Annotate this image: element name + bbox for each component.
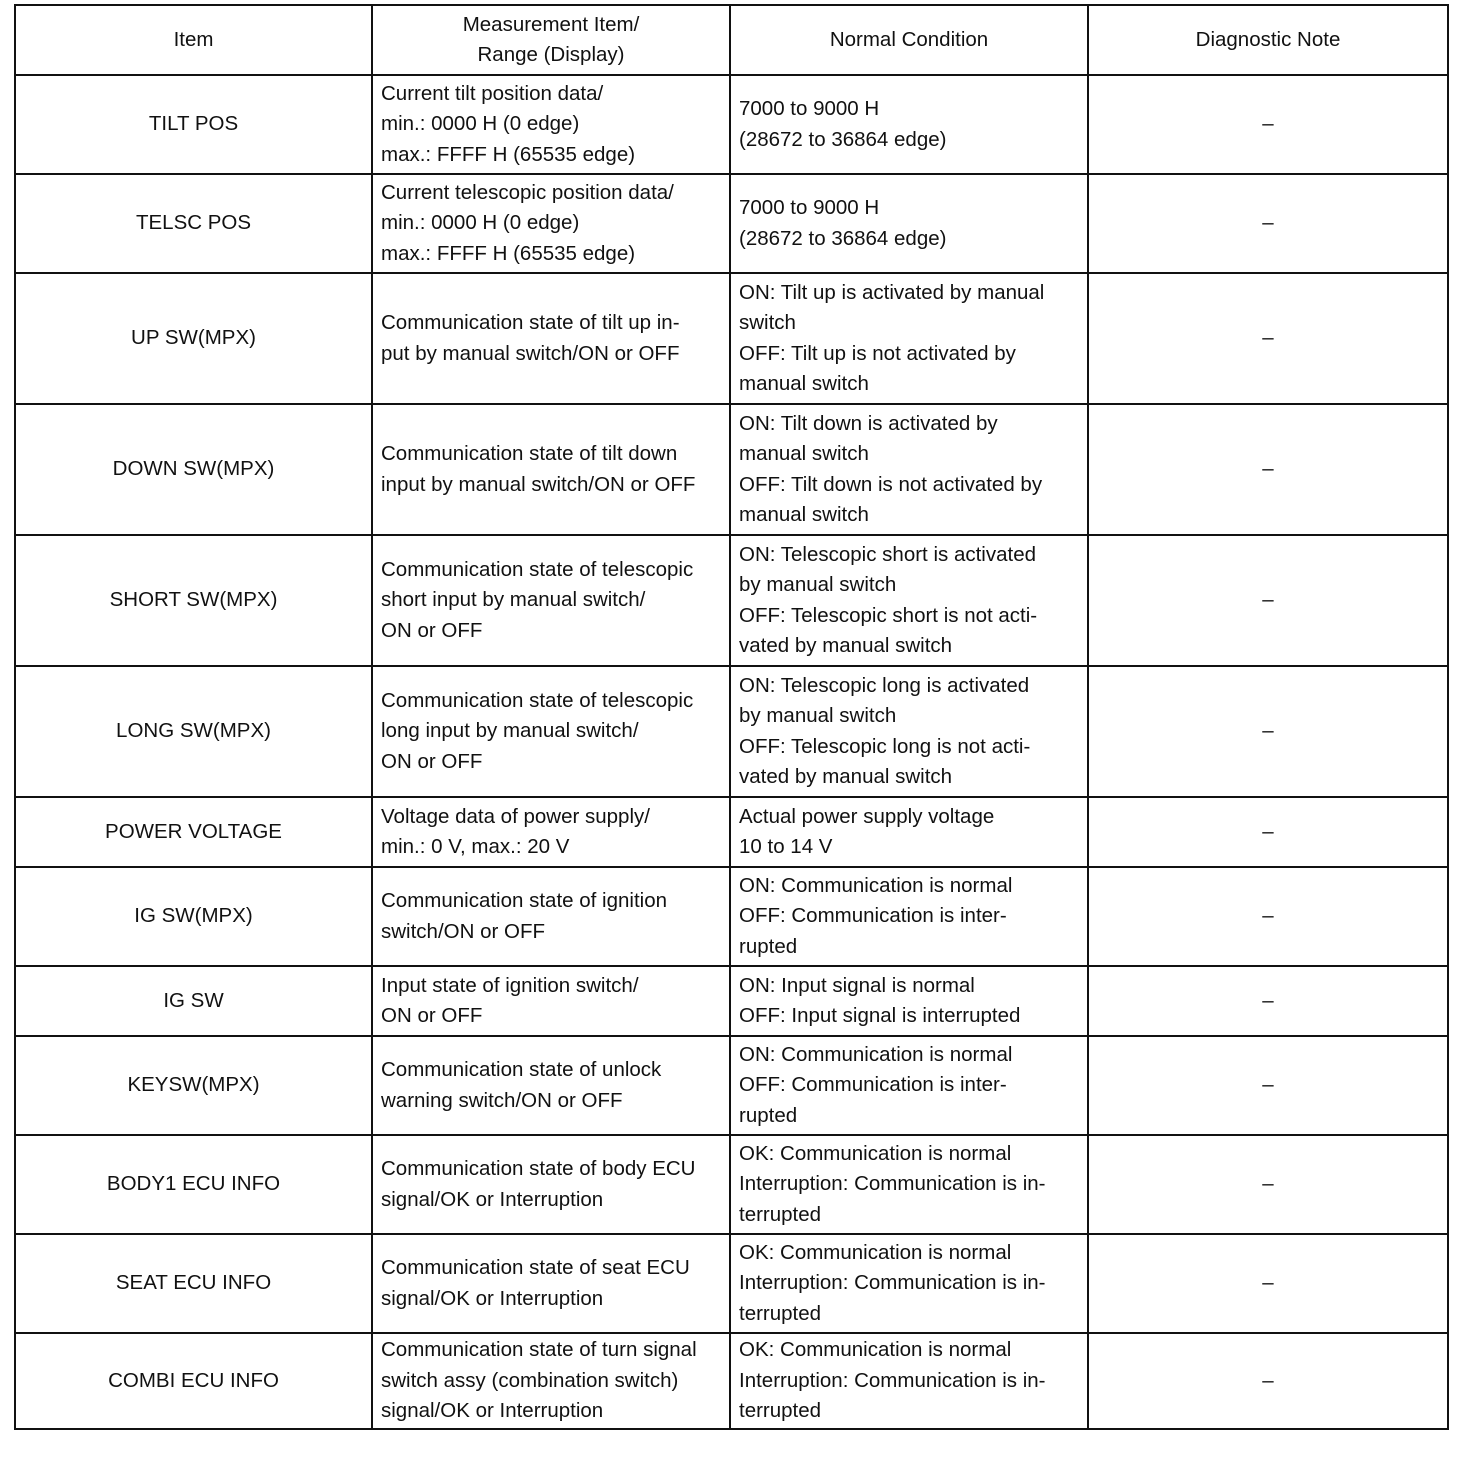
measurement-cell: Communication state of tilt up in- put by manual switch/ON or OFF xyxy=(372,273,730,404)
table-row xyxy=(15,1036,1448,1135)
normal-condition-cell: ON: Input signal is normal OFF: Input signal is interrupted xyxy=(730,966,1088,1036)
item-cell: SEAT ECU INFO xyxy=(15,1234,372,1333)
item-cell: POWER VOLTAGE xyxy=(15,797,372,867)
diagnostic-note-cell: – xyxy=(1088,404,1448,535)
diagnostic-note-cell: – xyxy=(1088,867,1448,966)
table-row xyxy=(15,867,1448,966)
diagnostic-note-cell: – xyxy=(1088,75,1448,174)
table-row xyxy=(15,75,1448,174)
item-cell: COMBI ECU INFO xyxy=(15,1333,372,1429)
normal-condition-cell: ON: Tilt down is activated by manual switch OFF: Tilt down is not activated by manual switch xyxy=(730,404,1088,535)
measurement-cell: Communication state of tilt down input by manual switch/ON or OFF xyxy=(372,404,730,535)
normal-condition-cell: ON: Communication is normal OFF: Communication is inter- rupted xyxy=(730,867,1088,966)
table-row xyxy=(15,535,1448,666)
item-cell: TELSC POS xyxy=(15,174,372,273)
table-row xyxy=(15,1135,1448,1234)
normal-condition-cell: 7000 to 9000 H (28672 to 36864 edge) xyxy=(730,174,1088,273)
table-row xyxy=(15,273,1448,404)
normal-condition-cell: 7000 to 9000 H (28672 to 36864 edge) xyxy=(730,75,1088,174)
item-cell: DOWN SW(MPX) xyxy=(15,404,372,535)
item-cell: LONG SW(MPX) xyxy=(15,666,372,797)
diagnostic-note-cell: – xyxy=(1088,797,1448,867)
table-row xyxy=(15,404,1448,535)
item-cell: UP SW(MPX) xyxy=(15,273,372,404)
item-cell: IG SW(MPX) xyxy=(15,867,372,966)
item-cell: SHORT SW(MPX) xyxy=(15,535,372,666)
measurement-cell: Current tilt position data/ min.: 0000 H (0 edge) max.: FFFF H (65535 edge) xyxy=(372,75,730,174)
diagnostic-note-cell: – xyxy=(1088,535,1448,666)
header-measurement: Measurement Item/ Range (Display) xyxy=(372,5,730,75)
diagnostic-note-cell: – xyxy=(1088,966,1448,1036)
measurement-cell: Communication state of body ECU signal/OK or Interruption xyxy=(372,1135,730,1234)
normal-condition-cell: ON: Tilt up is activated by manual switch OFF: Tilt up is not activated by manual switch xyxy=(730,273,1088,404)
table-row xyxy=(15,1333,1448,1429)
normal-condition-cell: Actual power supply voltage 10 to 14 V xyxy=(730,797,1088,867)
diagnostic-note-cell: – xyxy=(1088,1333,1448,1429)
normal-condition-cell: OK: Communication is normal Interruption: Communication is in- terrupted xyxy=(730,1333,1088,1429)
normal-condition-cell: ON: Telescopic long is activated by manual switch OFF: Telescopic long is not acti- vated by manual switch xyxy=(730,666,1088,797)
diagnostic-note-cell: – xyxy=(1088,1036,1448,1135)
table-header xyxy=(15,5,1448,75)
measurement-cell: Communication state of unlock warning switch/ON or OFF xyxy=(372,1036,730,1135)
measurement-cell: Communication state of seat ECU signal/OK or Interruption xyxy=(372,1234,730,1333)
diagnostic-note-cell: – xyxy=(1088,273,1448,404)
diagnostic-note-cell: – xyxy=(1088,174,1448,273)
normal-condition-cell: OK: Communication is normal Interruption: Communication is in- terrupted xyxy=(730,1234,1088,1333)
diagnostic-note-cell: – xyxy=(1088,1234,1448,1333)
measurement-cell: Input state of ignition switch/ ON or OFF xyxy=(372,966,730,1036)
measurement-cell: Communication state of telescopic long input by manual switch/ ON or OFF xyxy=(372,666,730,797)
diagnostic-note-cell: – xyxy=(1088,1135,1448,1234)
item-cell: IG SW xyxy=(15,966,372,1036)
table-row xyxy=(15,666,1448,797)
header-diagnostic-note: Diagnostic Note xyxy=(1088,5,1448,75)
header-item: Item xyxy=(15,5,372,75)
measurement-cell: Communication state of telescopic short input by manual switch/ ON or OFF xyxy=(372,535,730,666)
normal-condition-cell: ON: Telescopic short is activated by manual switch OFF: Telescopic short is not acti- vated by manual switch xyxy=(730,535,1088,666)
table-row xyxy=(15,1234,1448,1333)
normal-condition-cell: OK: Communication is normal Interruption: Communication is in- terrupted xyxy=(730,1135,1088,1234)
table-body xyxy=(15,75,1448,1429)
normal-condition-cell: ON: Communication is normal OFF: Communication is inter- rupted xyxy=(730,1036,1088,1135)
item-cell: BODY1 ECU INFO xyxy=(15,1135,372,1234)
table-row xyxy=(15,174,1448,273)
data-list-table xyxy=(14,4,1449,1430)
measurement-cell: Voltage data of power supply/ min.: 0 V, max.: 20 V xyxy=(372,797,730,867)
diagnostic-note-cell: – xyxy=(1088,666,1448,797)
header-normal-condition: Normal Condition xyxy=(730,5,1088,75)
measurement-cell: Communication state of ignition switch/ON or OFF xyxy=(372,867,730,966)
table-row xyxy=(15,797,1448,867)
table-row xyxy=(15,966,1448,1036)
measurement-cell: Communication state of turn signal switch assy (combination switch) signal/OK or Interruption xyxy=(372,1333,730,1429)
measurement-cell: Current telescopic position data/ min.: 0000 H (0 edge) max.: FFFF H (65535 edge) xyxy=(372,174,730,273)
item-cell: KEYSW(MPX) xyxy=(15,1036,372,1135)
item-cell: TILT POS xyxy=(15,75,372,174)
header-row xyxy=(15,5,1448,75)
